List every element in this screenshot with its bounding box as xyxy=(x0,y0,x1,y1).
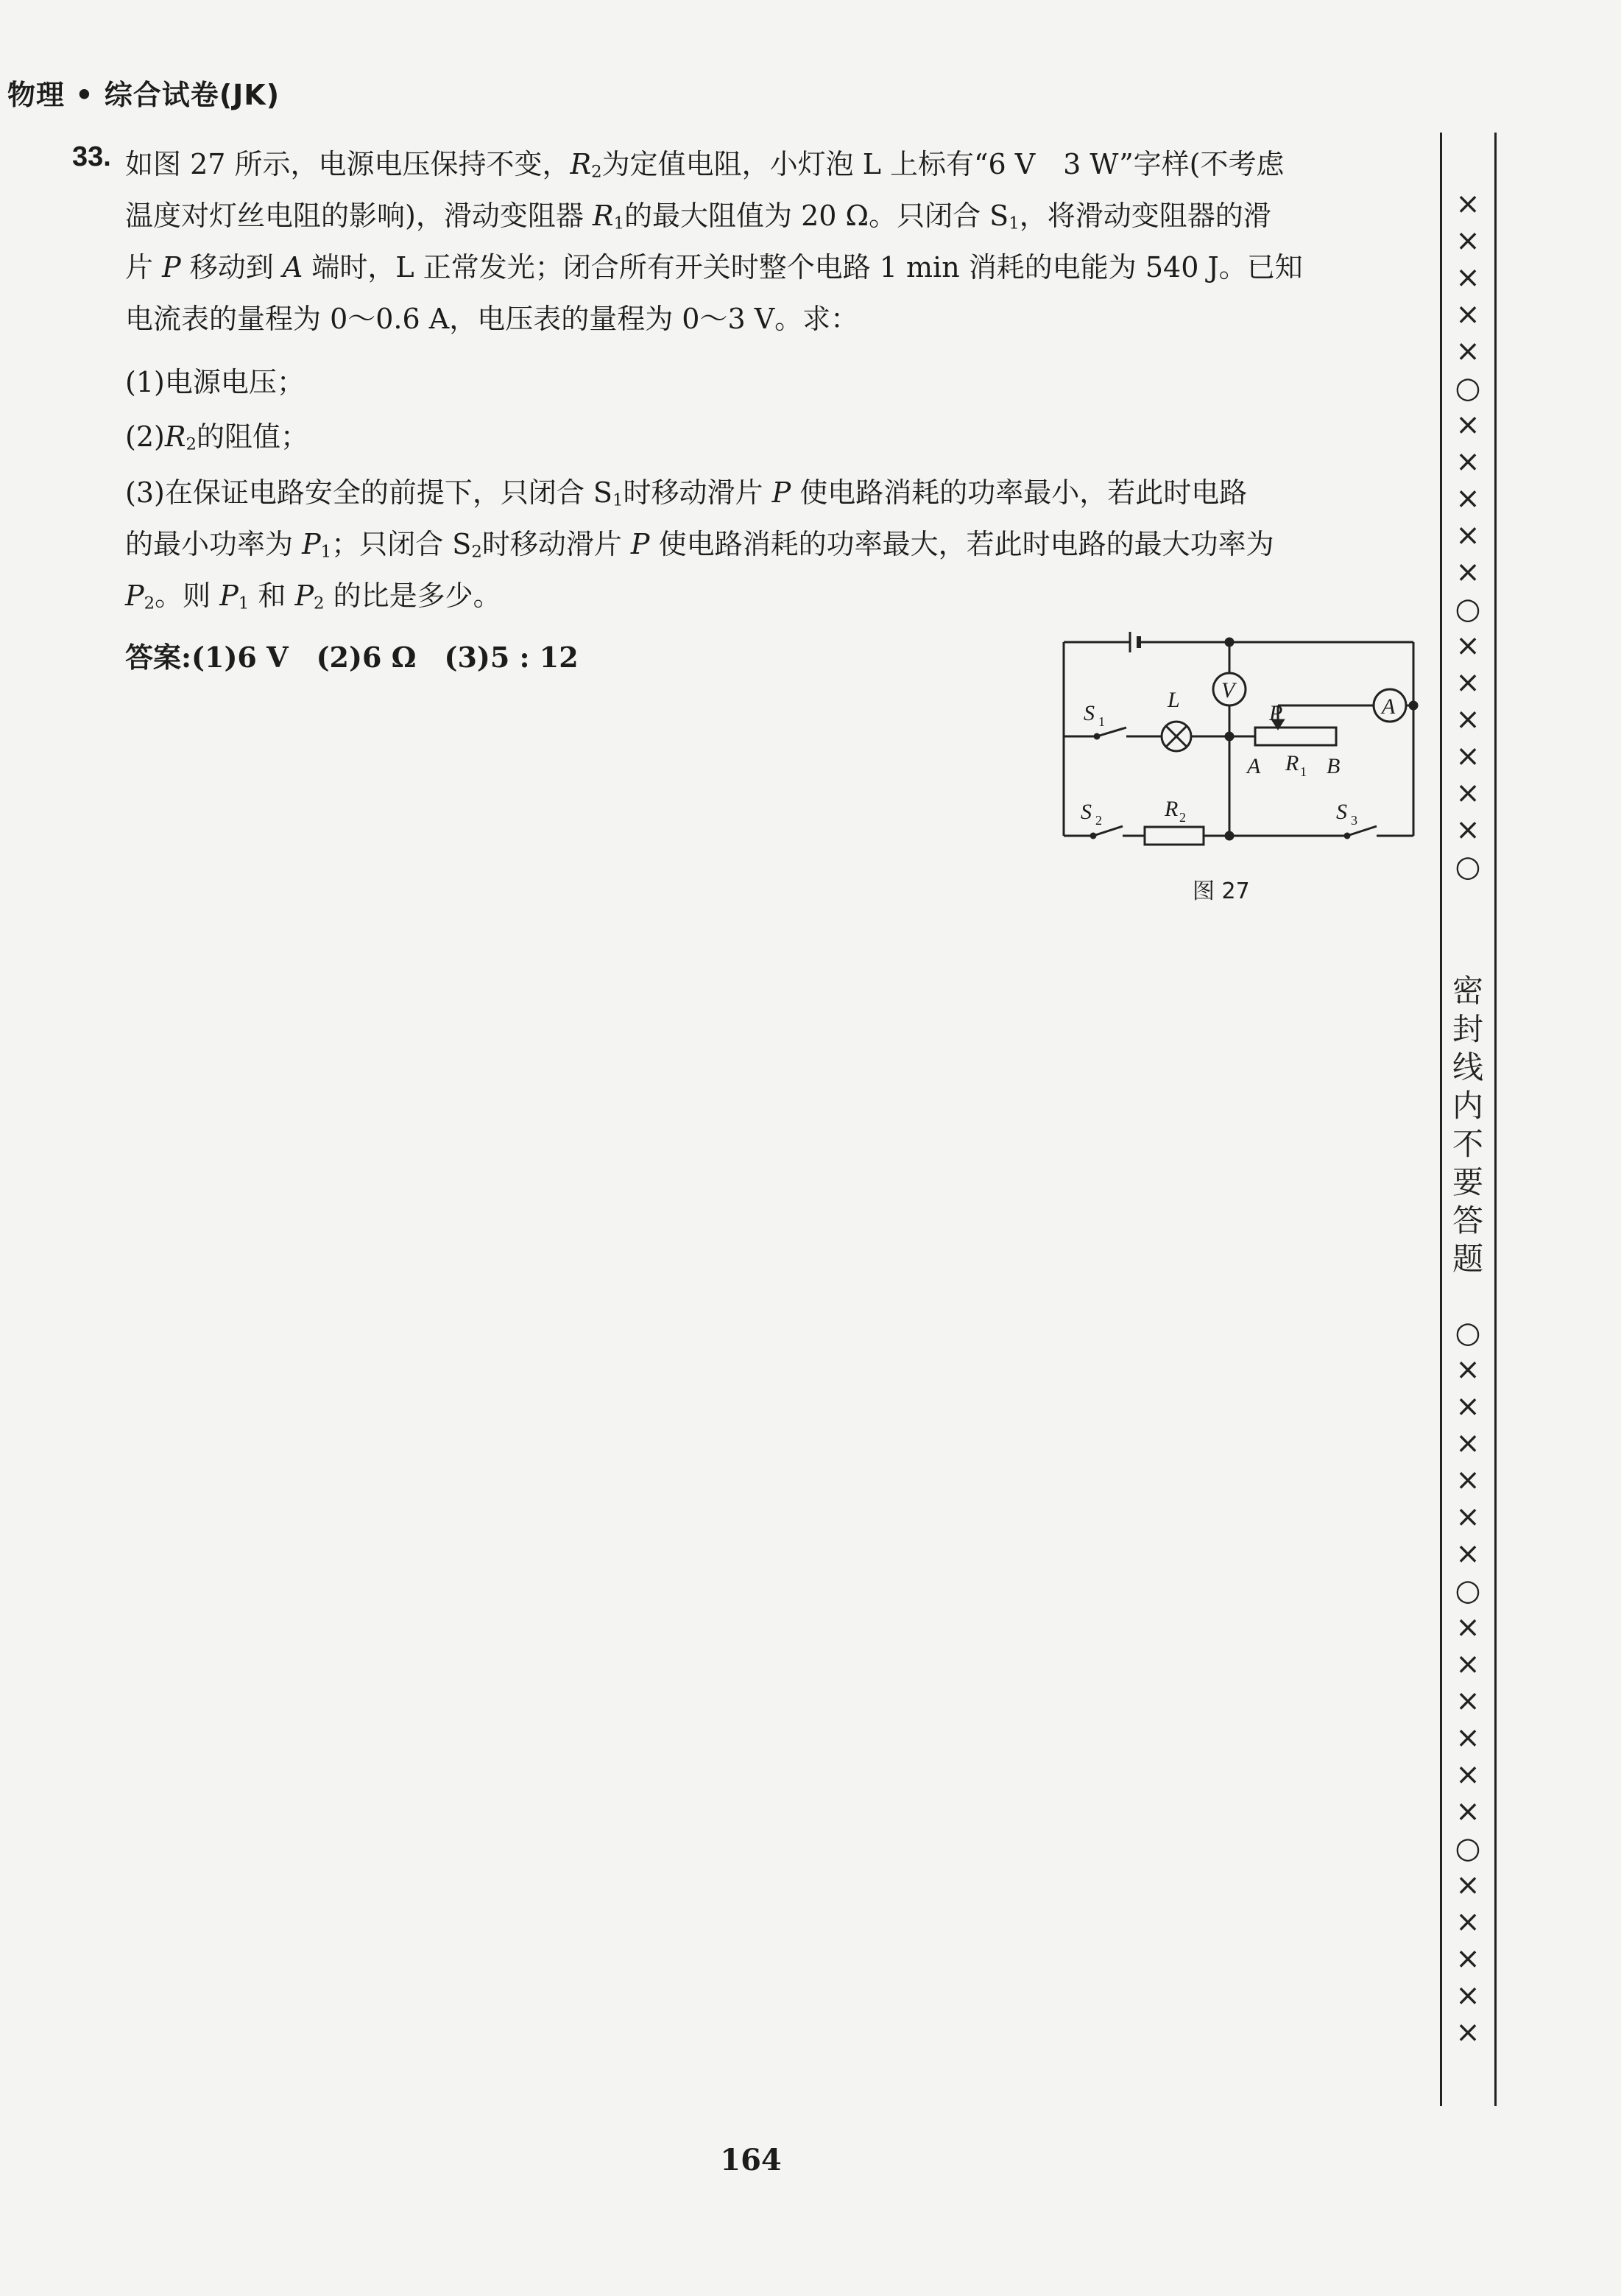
seal-mark: × xyxy=(1455,666,1480,700)
label-s2: S xyxy=(1081,800,1092,824)
seal-mark: × xyxy=(1455,187,1480,221)
seal-mark: × xyxy=(1455,555,1480,589)
seal-mark: × xyxy=(1455,482,1480,515)
seal-char: 内 xyxy=(1452,1088,1483,1124)
seal-char: 线 xyxy=(1452,1049,1483,1085)
seal-mark: ○ xyxy=(1455,1316,1481,1350)
junction-bottom xyxy=(1226,832,1233,839)
seal-mark: × xyxy=(1455,224,1480,258)
seal-char: 要 xyxy=(1452,1164,1483,1200)
seal-mark: ○ xyxy=(1455,1574,1481,1607)
seal-mark: ○ xyxy=(1455,1831,1481,1865)
seal-mark: × xyxy=(1455,1721,1480,1755)
label-slider-p: P xyxy=(1269,701,1283,725)
seal-mark: × xyxy=(1455,1979,1480,2012)
seal-mark: × xyxy=(1455,297,1480,331)
page-header: 物理 • 综合试卷(JK) xyxy=(7,79,280,111)
question-part-2: $(2)R_2$的阻值； xyxy=(125,420,308,454)
label-ammeter: A xyxy=(1382,694,1396,719)
label-lamp: L xyxy=(1168,688,1180,712)
seal-char: 密 xyxy=(1452,973,1483,1009)
seal-mark: × xyxy=(1455,1684,1480,1718)
figure-caption: 图 27 xyxy=(1193,878,1250,904)
seal-char: 答 xyxy=(1452,1202,1483,1239)
question-part-1: (1)电源电压； xyxy=(125,366,305,398)
seal-mark: × xyxy=(1455,1795,1480,1828)
seal-mark: × xyxy=(1455,261,1480,295)
switch-s2-pivot xyxy=(1091,834,1095,838)
question-part-3-line-3: $P_2$。则 $P_1$ 和 $P_2$ 的比是多少。 xyxy=(125,580,501,613)
page-number: 164 xyxy=(720,2143,782,2177)
junction-top xyxy=(1226,638,1233,646)
question-number: 33. xyxy=(72,141,111,172)
label-s3: S xyxy=(1336,800,1347,824)
seal-marks-top xyxy=(1443,186,1493,885)
seal-border-left xyxy=(1440,133,1442,2106)
question-line-4: 电流表的量程为 0～0.6 A，电压表的量程为 0～3 V。求： xyxy=(125,303,859,335)
seal-mark: × xyxy=(1455,1905,1480,1939)
seal-mark: × xyxy=(1455,1463,1480,1497)
seal-mark: × xyxy=(1455,813,1480,847)
label-r2: R xyxy=(1165,797,1179,821)
seal-mark: × xyxy=(1455,2015,1480,2049)
label-r2-sub: 2 xyxy=(1179,810,1186,825)
label-s1: S xyxy=(1084,701,1095,725)
seal-mark: × xyxy=(1455,334,1480,368)
switch-s3-pivot xyxy=(1345,834,1349,838)
seal-mark: × xyxy=(1455,1942,1480,1976)
resistor-r2 xyxy=(1145,827,1204,845)
lamp-L xyxy=(1162,722,1191,751)
label-s1-sub: 1 xyxy=(1098,714,1105,729)
seal-mark: ○ xyxy=(1455,371,1481,405)
seal-marks-bottom xyxy=(1443,1314,1493,2051)
question-line-3: 片 P 移动到 A 端时，L 正常发光；闭合所有开关时整个电路 1 min 消耗的电能为 540 J。已知 xyxy=(125,251,1303,284)
seal-mark: × xyxy=(1455,1647,1480,1681)
seal-border-right xyxy=(1494,133,1497,2106)
seal-mark: × xyxy=(1455,518,1480,552)
answer-line: 答案:(1)6 V (2)6 Ω (3)5 : 12 xyxy=(125,641,579,674)
label-end-b: B xyxy=(1327,754,1341,778)
switch-s1-pivot xyxy=(1095,734,1099,739)
label-voltmeter: V xyxy=(1221,678,1235,702)
seal-mark: × xyxy=(1455,408,1480,442)
seal-mark: × xyxy=(1455,445,1480,479)
question-part-3-line-1: (3)在保证电路安全的前提下，只闭合 $S_1$时移动滑片 P 使电路消耗的功率最小，若此时电路 xyxy=(125,476,1248,510)
seal-char: 不 xyxy=(1452,1126,1483,1162)
seal-char: 封 xyxy=(1452,1011,1483,1047)
junction-right xyxy=(1410,702,1417,709)
seal-mark: × xyxy=(1455,1537,1480,1571)
label-r1-sub: 1 xyxy=(1300,764,1307,779)
question-line-1: 如图 27 所示，电源电压保持不变，$R_2$为定值电阻，小灯泡 L 上标有“6 V 3 W”字样(不考虑 xyxy=(125,148,1285,182)
seal-mark: ○ xyxy=(1455,850,1481,884)
seal-text xyxy=(1443,972,1493,1278)
label-s2-sub: 2 xyxy=(1095,813,1102,828)
circuit-diagram xyxy=(1053,626,1435,864)
seal-mark: × xyxy=(1455,776,1480,810)
seal-mark: × xyxy=(1455,1868,1480,1902)
seal-mark: ○ xyxy=(1455,592,1481,626)
seal-mark: × xyxy=(1455,1353,1480,1387)
seal-mark: × xyxy=(1455,702,1480,736)
label-end-a: A xyxy=(1247,754,1261,778)
seal-char: 题 xyxy=(1452,1241,1483,1277)
label-r1: R xyxy=(1285,751,1299,775)
rheostat-r1 xyxy=(1255,728,1336,745)
seal-mark: × xyxy=(1455,1426,1480,1460)
seal-mark: × xyxy=(1455,739,1480,773)
seal-mark: × xyxy=(1455,1758,1480,1792)
seal-mark: × xyxy=(1455,1390,1480,1423)
seal-mark: × xyxy=(1455,1500,1480,1534)
question-part-3-line-2: 的最小功率为 $P_1$；只闭合 $S_2$时移动滑片 P 使电路消耗的功率最大，若此时电路的最大功率为 xyxy=(125,528,1274,562)
seal-mark: × xyxy=(1455,629,1480,663)
question-line-2: 温度对灯丝电阻的影响)，滑动变阻器 $R_1$的最大阻值为 20 Ω。只闭合 $S_1$，将滑动变阻器的滑 xyxy=(125,200,1271,233)
seal-mark: × xyxy=(1455,1610,1480,1644)
label-s3-sub: 3 xyxy=(1351,813,1357,828)
